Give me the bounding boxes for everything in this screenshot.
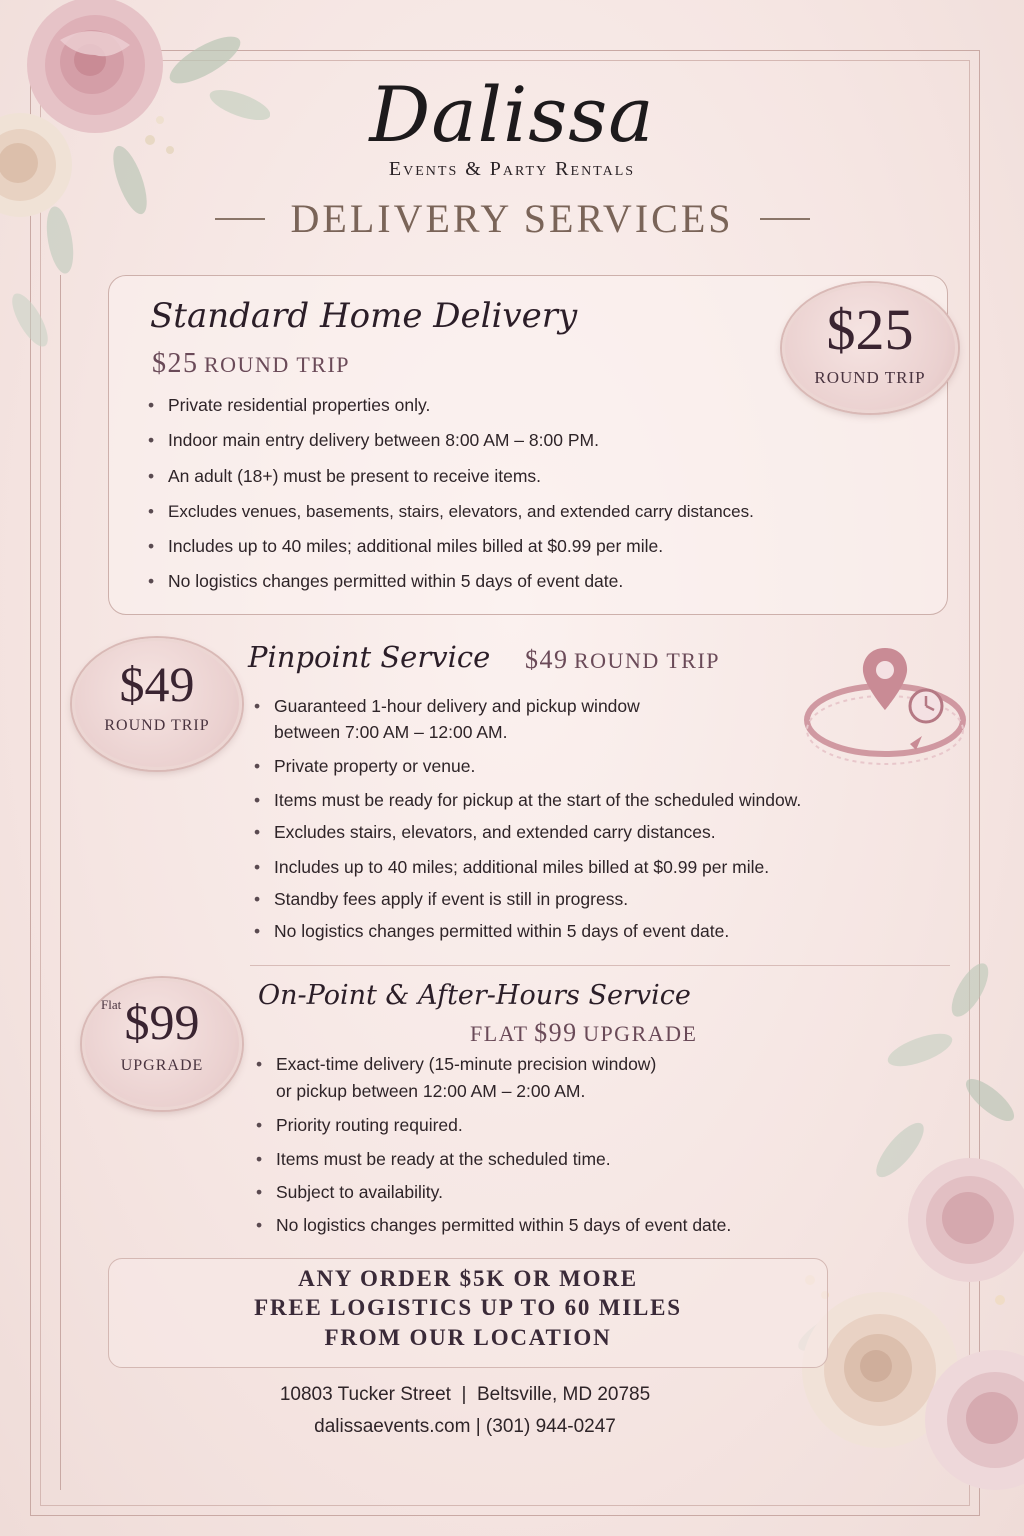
promo-line-1: ANY ORDER $5K OR MORE — [298, 1266, 638, 1291]
footer-address: 10803 Tucker Street | Beltsville, MD 20785 — [279, 1384, 651, 1405]
standard-bullet: • Indoor main entry delivery between 8:00 AM – 8:00 PM. — [146, 430, 946, 466]
onpoint-badge-amount: $99 — [124, 994, 200, 1050]
pinpoint-bullet: • No logistics changes permitted within 5 days of event date. — [252, 921, 962, 953]
onpoint-bullet: • Subject to availability. — [254, 1182, 854, 1215]
standard-badge-label: ROUND TRIP — [814, 368, 926, 387]
standard-bullet: • Excludes venues, basements, stairs, elevators, and extended carry distances. — [146, 502, 946, 536]
standard-price-unit: ROUND TRIP — [204, 352, 351, 377]
onpoint-price-badge — [82, 978, 242, 1110]
footer-contact: dalissaevents.com | (301) 944-0247 — [314, 1416, 616, 1437]
onpoint-bullet: • Items must be ready at the scheduled time. — [254, 1149, 854, 1182]
pinpoint-price-badge — [72, 638, 242, 770]
frame-left-line — [60, 275, 61, 1490]
pinpoint-bullet-continued: between 7:00 AM – 12:00 AM. — [274, 722, 508, 742]
standard-bullets — [146, 395, 946, 605]
pinpoint-price-amount: $49 — [525, 645, 569, 674]
onpoint-price-unit: UPGRADE — [583, 1021, 698, 1046]
onpoint-title: On-Point & After-Hours Service — [258, 980, 691, 1011]
pinpoint-badge-amount: $49 — [119, 656, 195, 712]
pinpoint-bullet: • Standby fees apply if event is still in progress. — [252, 889, 962, 921]
standard-bullet: • An adult (18+) must be present to receive items. — [146, 466, 946, 502]
standard-badge-amount: $25 — [826, 297, 914, 362]
pinpoint-bullet: • Includes up to 40 miles; additional miles billed at $0.99 per mile. — [252, 857, 962, 889]
onpoint-bullet: • Priority routing required. — [254, 1115, 854, 1149]
pinpoint-bullets — [252, 696, 962, 953]
pinpoint-title: Pinpoint Service — [248, 640, 491, 674]
onpoint-price-line — [470, 1018, 697, 1048]
pinpoint-price-unit: ROUND TRIP — [574, 648, 721, 673]
onpoint-badge-label: UPGRADE — [120, 1057, 204, 1074]
onpoint-bullets — [254, 1054, 854, 1248]
standard-bullet: • Private residential properties only. — [146, 395, 946, 430]
section-divider — [250, 965, 950, 966]
brand-logo: Dalissa — [369, 70, 655, 159]
onpoint-bullet-continued: or pickup between 12:00 AM – 2:00 AM. — [276, 1081, 586, 1101]
promo-line-3: FROM OUR LOCATION — [324, 1325, 612, 1350]
standard-title: Standard Home Delivery — [150, 296, 578, 336]
onpoint-price-amount: $99 — [534, 1018, 578, 1047]
pinpoint-badge-label: ROUND TRIP — [104, 717, 210, 734]
standard-price-line — [152, 348, 350, 380]
pinpoint-bullet: • Items must be ready for pickup at the start of the scheduled window. — [252, 790, 962, 822]
onpoint-price-prefix: FLAT — [470, 1021, 529, 1046]
pinpoint-bullet: • Guaranteed 1-hour delivery and pickup window — [252, 696, 962, 722]
onpoint-badge-flat: Flat — [101, 997, 122, 1012]
pinpoint-price-line — [525, 645, 720, 675]
header-rule-right — [760, 218, 810, 220]
standard-bullet: • Includes up to 40 miles; additional miles billed at $0.99 per mile. — [146, 536, 946, 571]
brand-tagline: Events & Party Rentals — [388, 158, 636, 180]
onpoint-bullet: • No logistics changes permitted within 5 days of event date. — [254, 1215, 854, 1248]
promo-line-2: FREE LOGISTICS UP TO 60 MILES — [254, 1295, 682, 1320]
pinpoint-bullet: • Private property or venue. — [252, 756, 962, 790]
onpoint-bullet: • Exact-time delivery (15-minute precision window) — [254, 1054, 854, 1081]
standard-bullet: • No logistics changes permitted within 5 days of event date. — [146, 571, 946, 605]
pinpoint-bullet: • Excludes stairs, elevators, and extended carry distances. — [252, 822, 962, 857]
page-title: DELIVERY SERVICES — [290, 196, 734, 241]
standard-price-badge — [782, 283, 958, 413]
standard-price-amount: $25 — [152, 348, 199, 379]
